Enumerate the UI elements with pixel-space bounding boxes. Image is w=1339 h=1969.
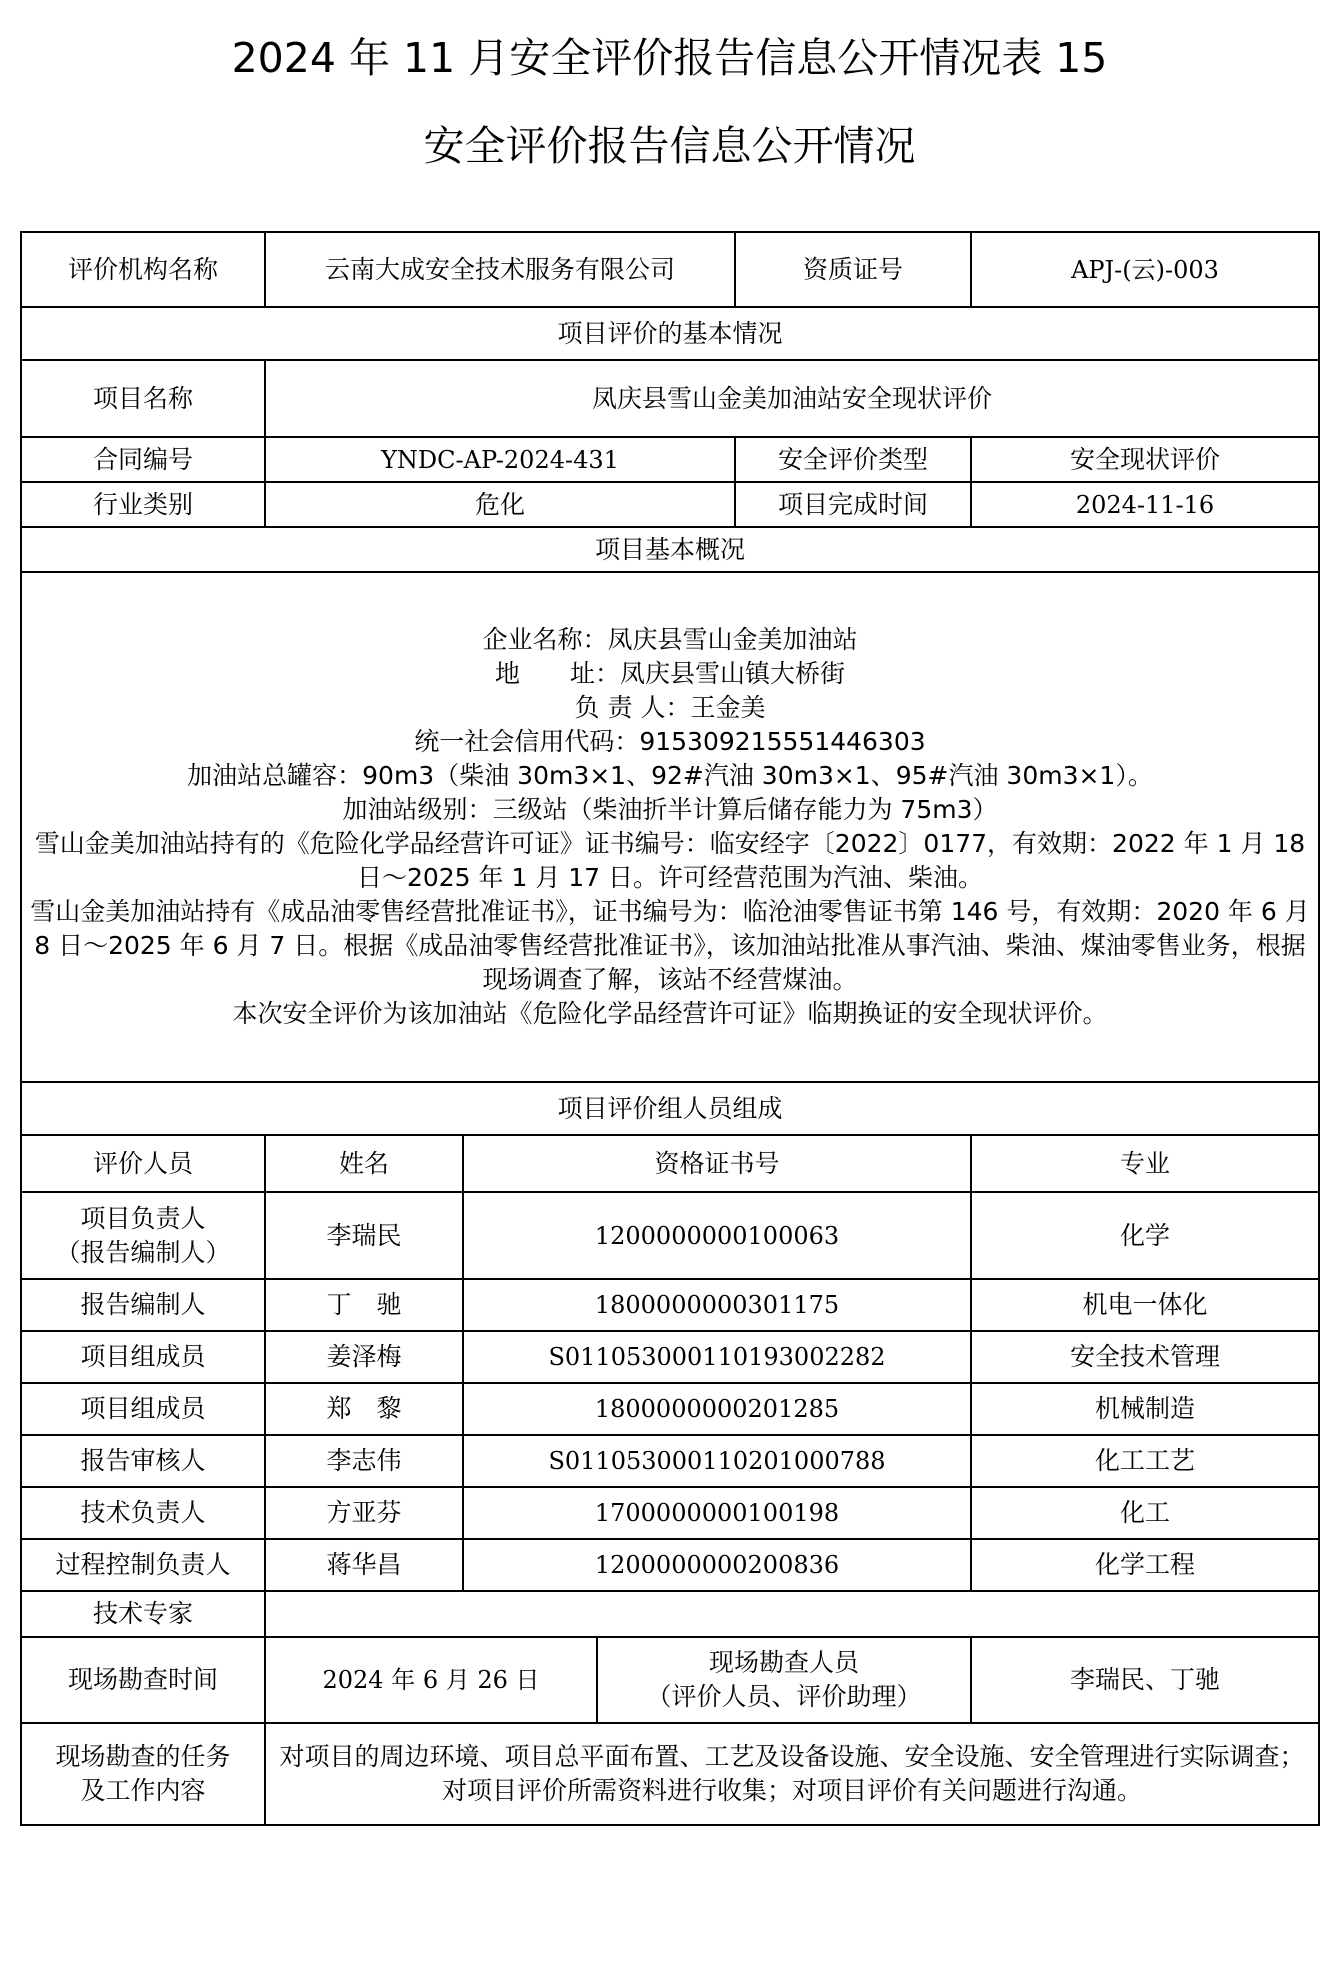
document-subtitle: 安全评价报告信息公开情况 <box>423 122 916 170</box>
team-role-line: 项目负责人 <box>80 1203 206 1233</box>
team-header-row <box>21 1135 1319 1192</box>
industry-value: 危化 <box>265 482 735 527</box>
industry-label: 行业类别 <box>21 482 265 527</box>
team-major: 化学 <box>971 1192 1319 1279</box>
team-row <box>21 1435 1319 1487</box>
expert-value <box>265 1591 1319 1637</box>
survey-staff-value: 李瑞民、丁驰 <box>971 1637 1319 1723</box>
finish-date-label: 项目完成时间 <box>735 482 971 527</box>
survey-task-value: 对项目的周边环境、项目总平面布置、工艺及设备设施、安全设施、安全管理进行实际调查；对项目评价所需资料进行收集；对项目评价有关问题进行沟通。 <box>265 1723 1319 1825</box>
team-major: 机电一体化 <box>971 1279 1319 1331</box>
team-name: 李瑞民 <box>265 1192 463 1279</box>
survey-task-label-line: 现场勘查的任务 <box>55 1742 231 1771</box>
survey-task-row <box>21 1723 1319 1825</box>
team-role: 报告审核人 <box>21 1435 265 1487</box>
overview-line: 负 责 人：王金美 <box>574 693 766 722</box>
team-name: 姜泽梅 <box>265 1331 463 1383</box>
section-header-basic: 项目评价的基本情况 <box>21 307 1319 360</box>
team-row <box>21 1279 1319 1331</box>
team-cert: S011053000110201000788 <box>463 1435 971 1487</box>
team-row <box>21 1487 1319 1539</box>
overview-line: 加油站级别：三级站（柴油折半计算后储存能力为 75m3） <box>342 795 998 824</box>
overview-line: 雪山金美加油站持有《成品油零售经营批准证书》，证书编号为：临沧油零售证书第 146 号，有效期：2020 年 6 月 8 日～2025 年 6 月 7 日。根据《成品油零售经营批准证书》，该加油站批准从事汽油、柴油、煤油零售业务，根据现场调查了解，该站不经营煤油。 <box>30 897 1310 994</box>
eval-type-label: 安全评价类型 <box>735 437 971 482</box>
team-major: 安全技术管理 <box>971 1331 1319 1383</box>
survey-time-label: 现场勘查时间 <box>21 1637 265 1723</box>
team-role: 过程控制负责人 <box>21 1539 265 1591</box>
expert-label: 技术专家 <box>21 1591 265 1637</box>
team-major: 化学工程 <box>971 1539 1319 1591</box>
column-header-cert: 资格证书号 <box>463 1135 971 1192</box>
project-overview <box>21 572 1319 1082</box>
overview-line: 统一社会信用代码：915309215551446303 <box>414 727 926 756</box>
survey-time-value: 2024 年 6 月 26 日 <box>265 1637 597 1723</box>
column-header-role: 评价人员 <box>21 1135 265 1192</box>
team-name: 蒋华昌 <box>265 1539 463 1591</box>
team-row <box>21 1539 1319 1591</box>
column-header-name: 姓名 <box>265 1135 463 1192</box>
team-name: 方亚芬 <box>265 1487 463 1539</box>
team-role: 报告编制人 <box>21 1279 265 1331</box>
team-cert: 1200000000200836 <box>463 1539 971 1591</box>
org-label: 评价机构名称 <box>21 232 265 307</box>
team-cert: 1800000000301175 <box>463 1279 971 1331</box>
overview-line: 地 址：凤庆县雪山镇大桥街 <box>494 659 845 688</box>
survey-staff-label <box>597 1637 971 1723</box>
overview-line: 本次安全评价为该加油站《危险化学品经营许可证》临期换证的安全现状评价。 <box>232 999 1108 1028</box>
column-header-major: 专业 <box>971 1135 1319 1192</box>
eval-type-value: 安全现状评价 <box>971 437 1319 482</box>
survey-staff-label-line: 现场勘查人员 <box>708 1648 859 1677</box>
finish-date-value: 2024-11-16 <box>971 482 1319 527</box>
team-name: 李志伟 <box>265 1435 463 1487</box>
section-header-team: 项目评价组人员组成 <box>21 1082 1319 1135</box>
org-name: 云南大成安全技术服务有限公司 <box>265 232 735 307</box>
team-cert: S011053000110193002282 <box>463 1331 971 1383</box>
survey-task-label <box>21 1723 265 1825</box>
contract-number: YNDC-AP-2024-431 <box>265 437 735 482</box>
team-cert: 1200000000100063 <box>463 1192 971 1279</box>
cert-number: APJ-(云)-003 <box>971 232 1319 307</box>
project-name-value: 凤庆县雪山金美加油站安全现状评价 <box>265 360 1319 437</box>
team-role: 项目组成员 <box>21 1383 265 1435</box>
document-title: 2024 年 11 月安全评价报告信息公开情况表 15 <box>231 34 1108 82</box>
section-header-overview: 项目基本概况 <box>21 527 1319 572</box>
team-name: 丁 驰 <box>265 1279 463 1331</box>
team-name: 郑 黎 <box>265 1383 463 1435</box>
survey-task-label-line: 及工作内容 <box>80 1776 206 1805</box>
team-role: 技术负责人 <box>21 1487 265 1539</box>
survey-row <box>21 1637 1319 1723</box>
team-role-line: （报告编制人） <box>55 1237 231 1267</box>
team-role: 项目组成员 <box>21 1331 265 1383</box>
org-row <box>21 232 1319 307</box>
project-name-label: 项目名称 <box>21 360 265 437</box>
overview-line: 加油站总罐容：90m3（柴油 30m3×1、92#汽油 30m3×1、95#汽油 30m3×1）。 <box>187 761 1153 790</box>
team-major: 化工工艺 <box>971 1435 1319 1487</box>
team-cert: 1800000000201285 <box>463 1383 971 1435</box>
cert-label: 资质证号 <box>735 232 971 307</box>
team-row <box>21 1331 1319 1383</box>
expert-row <box>21 1591 1319 1637</box>
team-role <box>21 1192 265 1279</box>
team-major: 机械制造 <box>971 1383 1319 1435</box>
survey-staff-label-line: （评价人员、评价助理） <box>646 1682 922 1711</box>
team-row <box>21 1192 1319 1279</box>
contract-label: 合同编号 <box>21 437 265 482</box>
team-row <box>21 1383 1319 1435</box>
overview-line: 企业名称：凤庆县雪山金美加油站 <box>482 625 858 654</box>
report-info-table <box>20 231 1320 1826</box>
team-cert: 1700000000100198 <box>463 1487 971 1539</box>
overview-line: 雪山金美加油站持有的《危险化学品经营许可证》证书编号：临安经字〔2022〕0177，有效期：2022 年 1 月 18 日～2025 年 1 月 17 日。许可经营范围为汽油、柴油。 <box>34 829 1306 892</box>
team-major: 化工 <box>971 1487 1319 1539</box>
